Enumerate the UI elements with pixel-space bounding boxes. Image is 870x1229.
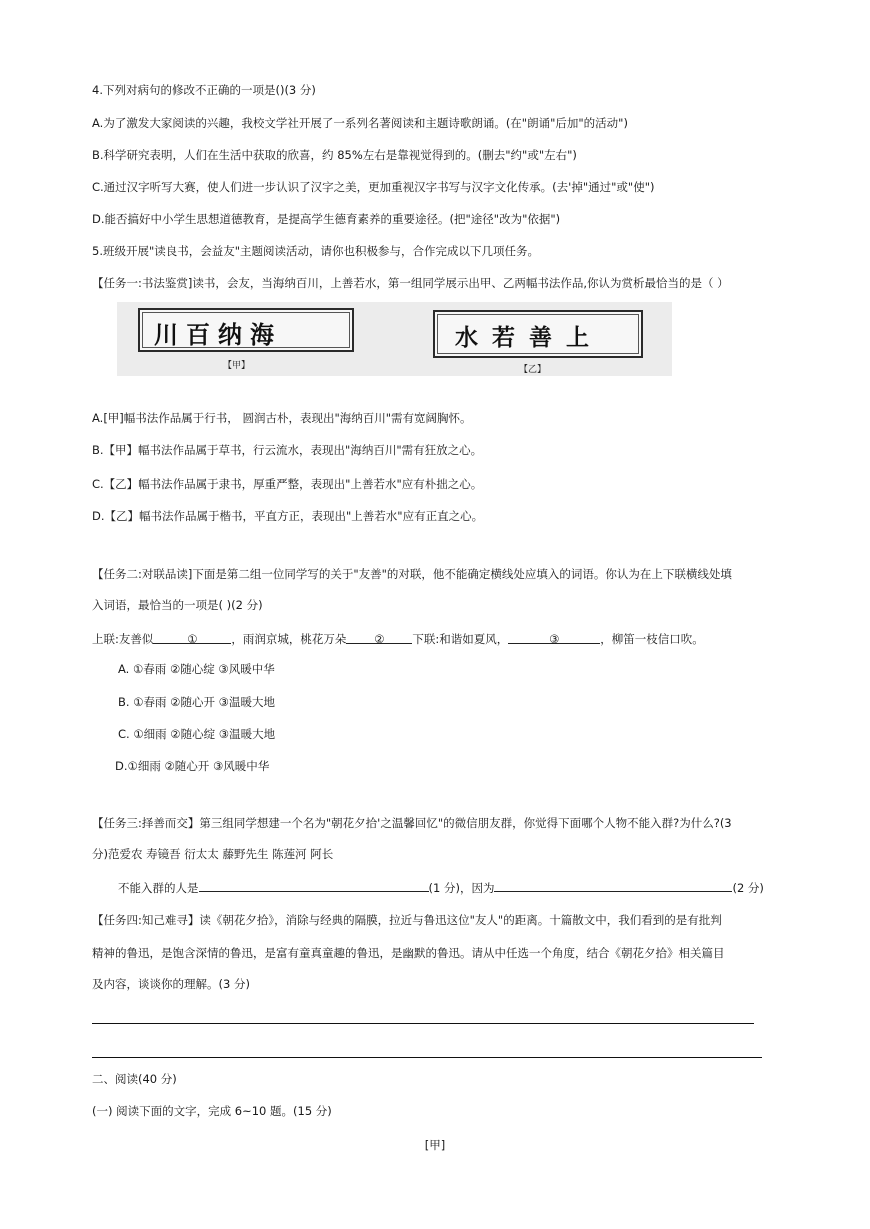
task3-answer-line <box>118 879 764 896</box>
couplet-part4: ，柳笛一枝信口吹。 <box>600 632 704 646</box>
task3-prompt-line1: 【任务三:择善而交】第三组同学想建一个名为"朝花夕拾'之温馨回忆"的微信朋友群，你觉得下面哪个人物不能入群?为什么?(3 <box>92 816 732 830</box>
task2-option-a: A. ①春雨 ②随心绽 ③风暖中华 <box>118 662 275 676</box>
task1-prompt: 【任务一:书法鉴赏]读书，会友，当海纳百川，上善若水，第一组同学展示出甲、乙两幅书法作品,你认为赏析最恰当的是（ ） <box>92 276 729 290</box>
task2-prompt-line1: 【任务二:对联品读]下面是第二组一位同学写的关于"友善"的对联，他不能确定横线处应填入的词语。你认为在上下联横线处填 <box>92 567 732 581</box>
couplet-line <box>92 631 704 647</box>
task4-line1: 【任务四:知己难寻】读《朝花夕拾》，消除与经典的隔膜，拉近与鲁迅这位"友人"的距离。十篇散文中，我们看到的是有批判 <box>92 913 722 927</box>
calligraphy-jia-frame <box>138 308 354 352</box>
calligraphy-jia-caption: 【甲】 <box>223 361 251 371</box>
calligraphy-jia-text: 川百纳海 <box>154 320 282 349</box>
blank-marker-2: ② <box>374 632 385 646</box>
blank-marker-1: ① <box>187 632 198 646</box>
couplet-part1: 上联:友善似 <box>92 632 154 646</box>
task1-option-d: D.【乙】幅书法作品属于楷书，平直方正，表现出"上善若水"应有正直之心。 <box>92 509 484 523</box>
task2-option-d: D.①细雨 ②随心开 ③风暖中华 <box>115 759 270 773</box>
calligraphy-yi-frame <box>433 310 643 358</box>
task2-option-c: C. ①细雨 ②随心绽 ③温暖大地 <box>118 727 276 741</box>
calligraphy-yi-caption: 【乙】 <box>519 365 547 375</box>
q5-stem: 5.班级开展"读良书，会益友"主题阅读活动，请你也积极参与，合作完成以下几项任务。 <box>92 244 540 258</box>
task3-answer-label: 不能入群的人是 <box>118 881 199 895</box>
task4-line3: 及内容，谈谈你的理解。(3 分) <box>92 977 250 991</box>
answer-line-1[interactable] <box>92 1023 754 1024</box>
task1-option-c: C.【乙】幅书法作品属于隶书，厚重严整，表现出"上善若水"应有朴拙之心。 <box>92 477 483 491</box>
section2-sub1: (一) 阅读下面的文字，完成 6~10 题。(15 分) <box>92 1104 332 1118</box>
q4-option-a: A.为了激发大家阅读的兴趣，我校文学社开展了一系列名著阅读和主题诗歌朗诵。(在"朗诵"后加"的活动") <box>92 116 628 130</box>
couplet-part3: 下联:和谐如夏风， <box>412 632 509 646</box>
section2-title: 二、阅读(40 分) <box>92 1072 177 1086</box>
blank-marker-3: ③ <box>549 632 560 646</box>
task3-answer-score2: (2 分) <box>732 881 764 895</box>
task3-reason-blank[interactable] <box>494 879 732 892</box>
task1-option-a: A.[甲]幅书法作品属于行书， 圆润古朴，表现出"海纳百川"需有宽阔胸怀。 <box>92 411 472 425</box>
q4-option-b: B.科学研究表明，人们在生活中获取的欣喜，约 85%左右是靠视觉得到的。(删去"约"或"左右") <box>92 148 577 162</box>
task3-person-blank[interactable] <box>199 879 429 892</box>
couplet-part2: ，雨润京城，桃花万朵 <box>231 632 347 646</box>
task2-option-b: B. ①春雨 ②随心开 ③温暖大地 <box>118 695 275 709</box>
task3-prompt-line2: 分)范爱农 寿镜吾 衍太太 藤野先生 陈莲河 阿长 <box>92 847 334 861</box>
answer-line-2[interactable] <box>92 1057 762 1058</box>
q4-stem: 4.下列对病句的修改不正确的一项是()(3 分) <box>92 83 316 97</box>
task3-answer-score1: (1 分)，因为 <box>428 881 495 895</box>
couplet-blank-3 <box>508 631 600 644</box>
passage-label-jia: [甲] <box>424 1138 446 1152</box>
task4-line2: 精神的鲁迅，是饱含深情的鲁迅，是富有童真童趣的鲁迅，是幽默的鲁迅。请从中任选一个角度，结合《朝花夕拾》相关篇目 <box>92 946 725 960</box>
couplet-blank-2 <box>346 631 412 644</box>
couplet-blank-1 <box>153 631 231 644</box>
task1-option-b: B.【甲】幅书法作品属于草书，行云流水，表现出"海纳百川"需有狂放之心。 <box>92 443 483 457</box>
calligraphy-yi-text: 水若善上 <box>455 324 603 351</box>
calligraphy-image <box>117 302 672 376</box>
q4-option-c: C.通过汉字听写大赛，使人们进一步认识了汉字之美，更加重视汉字书写与汉字文化传承。(去'掉"通过"或"使") <box>92 180 655 194</box>
q4-option-d: D.能否搞好中小学生思想道德教育，是提高学生德育素养的重要途径。(把"途径"改为"依据") <box>92 212 561 226</box>
task2-prompt-line2: 入词语，最恰当的一项是( )(2 分) <box>92 598 263 612</box>
